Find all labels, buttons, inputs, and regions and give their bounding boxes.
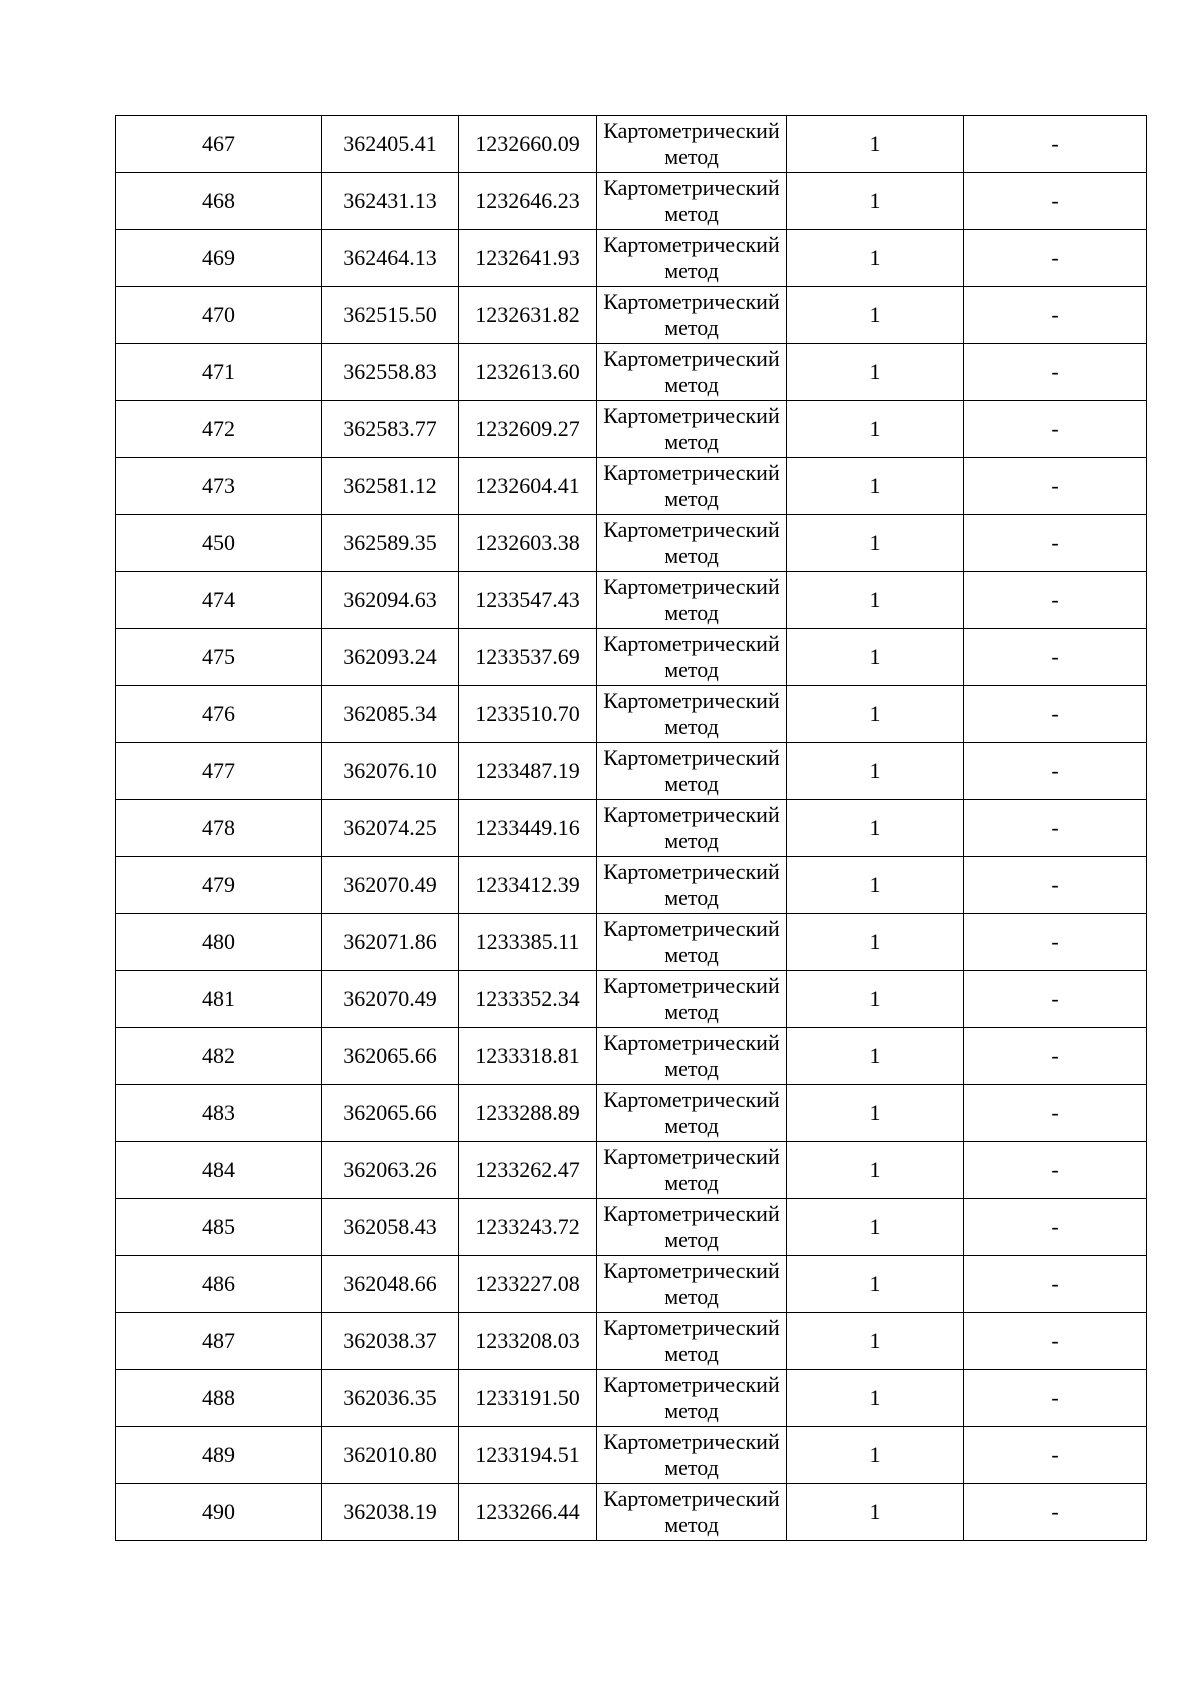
note-cell: - <box>964 1028 1147 1085</box>
coordinates-table <box>115 115 1147 1541</box>
x-coordinate-cell: 362589.35 <box>322 515 459 572</box>
table-row <box>116 1313 1147 1370</box>
point-number-cell: 469 <box>116 230 322 287</box>
method-cell: Картометрический метод <box>597 800 787 857</box>
accuracy-cell: 1 <box>787 344 964 401</box>
method-cell: Картометрический метод <box>597 287 787 344</box>
method-cell: Картометрический метод <box>597 1484 787 1541</box>
point-number-cell: 483 <box>116 1085 322 1142</box>
point-number-cell: 485 <box>116 1199 322 1256</box>
y-coordinate-cell: 1233547.43 <box>459 572 597 629</box>
point-number-cell: 471 <box>116 344 322 401</box>
note-cell: - <box>964 116 1147 173</box>
method-cell: Картометрический метод <box>597 971 787 1028</box>
accuracy-cell: 1 <box>787 743 964 800</box>
accuracy-cell: 1 <box>787 1142 964 1199</box>
point-number-cell: 450 <box>116 515 322 572</box>
method-cell: Картометрический метод <box>597 743 787 800</box>
method-cell: Картометрический метод <box>597 116 787 173</box>
point-number-cell: 482 <box>116 1028 322 1085</box>
y-coordinate-cell: 1232641.93 <box>459 230 597 287</box>
point-number-cell: 467 <box>116 116 322 173</box>
table-row <box>116 1199 1147 1256</box>
accuracy-cell: 1 <box>787 116 964 173</box>
x-coordinate-cell: 362581.12 <box>322 458 459 515</box>
method-cell: Картометрический метод <box>597 686 787 743</box>
accuracy-cell: 1 <box>787 914 964 971</box>
x-coordinate-cell: 362058.43 <box>322 1199 459 1256</box>
method-cell: Картометрический метод <box>597 1370 787 1427</box>
point-number-cell: 487 <box>116 1313 322 1370</box>
y-coordinate-cell: 1232646.23 <box>459 173 597 230</box>
method-cell: Картометрический метод <box>597 515 787 572</box>
y-coordinate-cell: 1233412.39 <box>459 857 597 914</box>
table-row <box>116 743 1147 800</box>
method-cell: Картометрический метод <box>597 230 787 287</box>
table-row <box>116 230 1147 287</box>
point-number-cell: 489 <box>116 1427 322 1484</box>
x-coordinate-cell: 362010.80 <box>322 1427 459 1484</box>
x-coordinate-cell: 362063.26 <box>322 1142 459 1199</box>
table-row <box>116 1085 1147 1142</box>
table-row <box>116 572 1147 629</box>
point-number-cell: 474 <box>116 572 322 629</box>
y-coordinate-cell: 1233487.19 <box>459 743 597 800</box>
note-cell: - <box>964 914 1147 971</box>
x-coordinate-cell: 362085.34 <box>322 686 459 743</box>
note-cell: - <box>964 1142 1147 1199</box>
y-coordinate-cell: 1233510.70 <box>459 686 597 743</box>
accuracy-cell: 1 <box>787 515 964 572</box>
point-number-cell: 477 <box>116 743 322 800</box>
x-coordinate-cell: 362094.63 <box>322 572 459 629</box>
accuracy-cell: 1 <box>787 1427 964 1484</box>
table-row <box>116 116 1147 173</box>
point-number-cell: 473 <box>116 458 322 515</box>
y-coordinate-cell: 1232660.09 <box>459 116 597 173</box>
method-cell: Картометрический метод <box>597 1142 787 1199</box>
note-cell: - <box>964 1427 1147 1484</box>
x-coordinate-cell: 362431.13 <box>322 173 459 230</box>
x-coordinate-cell: 362558.83 <box>322 344 459 401</box>
y-coordinate-cell: 1233537.69 <box>459 629 597 686</box>
x-coordinate-cell: 362583.77 <box>322 401 459 458</box>
method-cell: Картометрический метод <box>597 914 787 971</box>
point-number-cell: 480 <box>116 914 322 971</box>
note-cell: - <box>964 743 1147 800</box>
coordinates-table-body <box>116 116 1147 1541</box>
y-coordinate-cell: 1232603.38 <box>459 515 597 572</box>
method-cell: Картометрический метод <box>597 1028 787 1085</box>
table-row <box>116 1427 1147 1484</box>
y-coordinate-cell: 1233449.16 <box>459 800 597 857</box>
accuracy-cell: 1 <box>787 1370 964 1427</box>
note-cell: - <box>964 1256 1147 1313</box>
accuracy-cell: 1 <box>787 1028 964 1085</box>
note-cell: - <box>964 1313 1147 1370</box>
table-row <box>116 401 1147 458</box>
note-cell: - <box>964 572 1147 629</box>
table-row <box>116 629 1147 686</box>
note-cell: - <box>964 1484 1147 1541</box>
accuracy-cell: 1 <box>787 572 964 629</box>
method-cell: Картометрический метод <box>597 629 787 686</box>
x-coordinate-cell: 362036.35 <box>322 1370 459 1427</box>
method-cell: Картометрический метод <box>597 572 787 629</box>
table-row <box>116 686 1147 743</box>
table-row <box>116 1256 1147 1313</box>
table-row <box>116 515 1147 572</box>
note-cell: - <box>964 401 1147 458</box>
x-coordinate-cell: 362065.66 <box>322 1085 459 1142</box>
point-number-cell: 475 <box>116 629 322 686</box>
table-row <box>116 287 1147 344</box>
x-coordinate-cell: 362464.13 <box>322 230 459 287</box>
x-coordinate-cell: 362038.19 <box>322 1484 459 1541</box>
y-coordinate-cell: 1233266.44 <box>459 1484 597 1541</box>
table-row <box>116 1484 1147 1541</box>
point-number-cell: 478 <box>116 800 322 857</box>
accuracy-cell: 1 <box>787 173 964 230</box>
table-row <box>116 1142 1147 1199</box>
y-coordinate-cell: 1233191.50 <box>459 1370 597 1427</box>
accuracy-cell: 1 <box>787 230 964 287</box>
method-cell: Картометрический метод <box>597 1256 787 1313</box>
accuracy-cell: 1 <box>787 1085 964 1142</box>
accuracy-cell: 1 <box>787 971 964 1028</box>
note-cell: - <box>964 686 1147 743</box>
table-row <box>116 173 1147 230</box>
x-coordinate-cell: 362038.37 <box>322 1313 459 1370</box>
y-coordinate-cell: 1233262.47 <box>459 1142 597 1199</box>
y-coordinate-cell: 1232631.82 <box>459 287 597 344</box>
x-coordinate-cell: 362070.49 <box>322 857 459 914</box>
note-cell: - <box>964 857 1147 914</box>
accuracy-cell: 1 <box>787 686 964 743</box>
accuracy-cell: 1 <box>787 1313 964 1370</box>
x-coordinate-cell: 362071.86 <box>322 914 459 971</box>
method-cell: Картометрический метод <box>597 857 787 914</box>
table-row <box>116 914 1147 971</box>
note-cell: - <box>964 971 1147 1028</box>
accuracy-cell: 1 <box>787 1199 964 1256</box>
note-cell: - <box>964 230 1147 287</box>
x-coordinate-cell: 362048.66 <box>322 1256 459 1313</box>
x-coordinate-cell: 362405.41 <box>322 116 459 173</box>
accuracy-cell: 1 <box>787 800 964 857</box>
accuracy-cell: 1 <box>787 1256 964 1313</box>
x-coordinate-cell: 362093.24 <box>322 629 459 686</box>
y-coordinate-cell: 1233352.34 <box>459 971 597 1028</box>
table-row <box>116 800 1147 857</box>
table-row <box>116 458 1147 515</box>
accuracy-cell: 1 <box>787 401 964 458</box>
x-coordinate-cell: 362515.50 <box>322 287 459 344</box>
table-row <box>116 857 1147 914</box>
y-coordinate-cell: 1232613.60 <box>459 344 597 401</box>
note-cell: - <box>964 173 1147 230</box>
point-number-cell: 486 <box>116 1256 322 1313</box>
method-cell: Картометрический метод <box>597 458 787 515</box>
method-cell: Картометрический метод <box>597 1427 787 1484</box>
y-coordinate-cell: 1233208.03 <box>459 1313 597 1370</box>
point-number-cell: 470 <box>116 287 322 344</box>
method-cell: Картометрический метод <box>597 1199 787 1256</box>
y-coordinate-cell: 1233288.89 <box>459 1085 597 1142</box>
accuracy-cell: 1 <box>787 629 964 686</box>
table-row <box>116 971 1147 1028</box>
method-cell: Картометрический метод <box>597 1313 787 1370</box>
accuracy-cell: 1 <box>787 458 964 515</box>
method-cell: Картометрический метод <box>597 344 787 401</box>
point-number-cell: 484 <box>116 1142 322 1199</box>
y-coordinate-cell: 1233194.51 <box>459 1427 597 1484</box>
note-cell: - <box>964 458 1147 515</box>
note-cell: - <box>964 515 1147 572</box>
note-cell: - <box>964 800 1147 857</box>
x-coordinate-cell: 362076.10 <box>322 743 459 800</box>
point-number-cell: 468 <box>116 173 322 230</box>
y-coordinate-cell: 1233385.11 <box>459 914 597 971</box>
accuracy-cell: 1 <box>787 857 964 914</box>
y-coordinate-cell: 1232604.41 <box>459 458 597 515</box>
point-number-cell: 481 <box>116 971 322 1028</box>
table-row <box>116 1028 1147 1085</box>
method-cell: Картометрический метод <box>597 1085 787 1142</box>
y-coordinate-cell: 1232609.27 <box>459 401 597 458</box>
point-number-cell: 472 <box>116 401 322 458</box>
note-cell: - <box>964 629 1147 686</box>
x-coordinate-cell: 362070.49 <box>322 971 459 1028</box>
note-cell: - <box>964 1370 1147 1427</box>
x-coordinate-cell: 362065.66 <box>322 1028 459 1085</box>
point-number-cell: 476 <box>116 686 322 743</box>
method-cell: Картометрический метод <box>597 401 787 458</box>
y-coordinate-cell: 1233243.72 <box>459 1199 597 1256</box>
accuracy-cell: 1 <box>787 1484 964 1541</box>
note-cell: - <box>964 1085 1147 1142</box>
method-cell: Картометрический метод <box>597 173 787 230</box>
note-cell: - <box>964 287 1147 344</box>
note-cell: - <box>964 1199 1147 1256</box>
table-row <box>116 344 1147 401</box>
note-cell: - <box>964 344 1147 401</box>
y-coordinate-cell: 1233227.08 <box>459 1256 597 1313</box>
table-row <box>116 1370 1147 1427</box>
accuracy-cell: 1 <box>787 287 964 344</box>
y-coordinate-cell: 1233318.81 <box>459 1028 597 1085</box>
point-number-cell: 488 <box>116 1370 322 1427</box>
x-coordinate-cell: 362074.25 <box>322 800 459 857</box>
point-number-cell: 479 <box>116 857 322 914</box>
point-number-cell: 490 <box>116 1484 322 1541</box>
